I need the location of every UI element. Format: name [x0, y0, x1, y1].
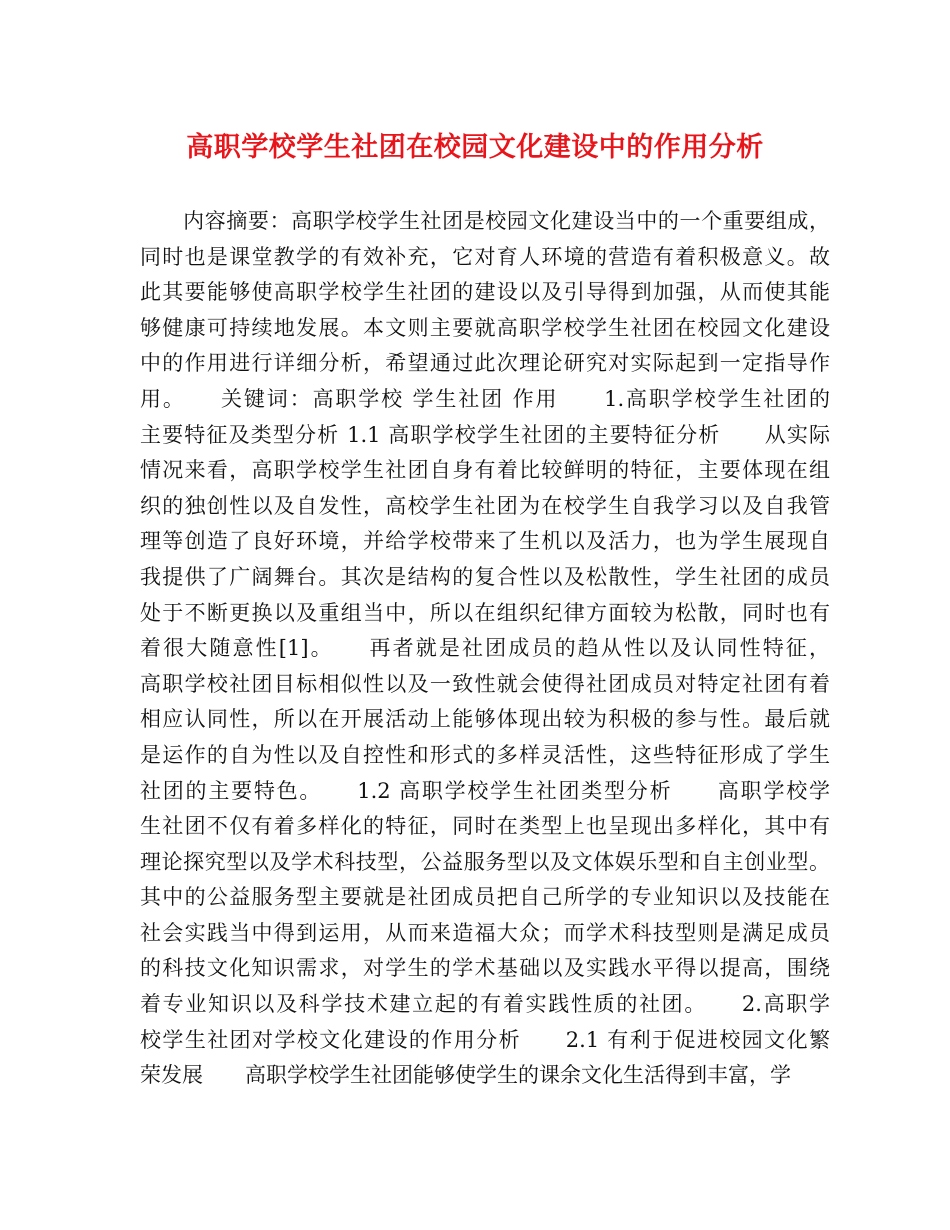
body-line: 情况来看，高职学校学生社团自身有着比较鲜明的特征，主要体现在组: [140, 458, 830, 483]
body-line: 社团的主要特色。 1.2 高职学校学生社团类型分析 高职学校学: [140, 778, 830, 803]
body-line: 荣发展 高职学校学生社团能够使学生的课余文化生活得到丰富，学: [140, 1063, 791, 1088]
body-line: 高职学校社团目标相似性以及一致性就会使得社团成员对特定社团有着: [140, 671, 830, 696]
body-line: 同时也是课堂教学的有效补充，它对育人环境的营造有着积极意义。故: [140, 244, 830, 269]
body-line: 用。 关键词：高职学校 学生社团 作用 1.高职学校学生社团的: [140, 386, 830, 411]
body-line: 够健康可持续地发展。本文则主要就高职学校学生社团在校园文化建设: [140, 315, 830, 340]
document-body: [140, 204, 830, 1094]
body-line: 处于不断更换以及重组当中，所以在组织纪律方面较为松散，同时也有: [140, 600, 830, 625]
body-line: 社会实践当中得到运用，从而来造福大众；而学术科技型则是满足成员: [140, 920, 830, 945]
document-title: 高职学校学生社团在校园文化建设中的作用分析: [186, 132, 764, 163]
body-line: 是运作的自为性以及自控性和形式的多样灵活性，这些特征形成了学生: [140, 742, 830, 767]
body-line: 理等创造了良好环境，并给学校带来了生机以及活力，也为学生展现自: [140, 529, 830, 554]
body-line: 生社团不仅有着多样化的特征，同时在类型上也呈现出多样化，其中有: [140, 814, 830, 839]
body-line: 着很大随意性[1]。 再者就是社团成员的趋从性以及认同性特征，: [140, 636, 830, 661]
body-line: 中的作用进行详细分析，希望通过此次理论研究对实际起到一定指导作: [140, 351, 830, 376]
body-line: 此其要能够使高职学校学生社团的建设以及引导得到加强，从而使其能: [140, 280, 830, 305]
body-line: 理论探究型以及学术科技型，公益服务型以及文体娱乐型和自主创业型。: [140, 849, 830, 874]
body-line: 校学生社团对学校文化建设的作用分析 2.1 有利于促进校园文化繁: [140, 1027, 830, 1052]
body-line: 着专业知识以及科学技术建立起的有着实践性质的社团。 2.高职学: [140, 992, 830, 1017]
body-line: 织的独创性以及自发性，高校学生社团为在校学生自我学习以及自我管: [140, 493, 830, 518]
body-line: 相应认同性，所以在开展活动上能够体现出较为积极的参与性。最后就: [140, 707, 830, 732]
body-line: 内容摘要：高职学校学生社团是校园文化建设当中的一个重要组成，: [140, 209, 830, 233]
body-line: 的科技文化知识需求，对学生的学术基础以及实践水平得以提高，围绕: [140, 956, 830, 981]
body-line: 其中的公益服务型主要就是社团成员把自己所学的专业知识以及技能在: [140, 885, 830, 910]
body-line: 我提供了广阔舞台。其次是结构的复合性以及松散性，学生社团的成员: [140, 564, 830, 589]
body-line: 主要特征及类型分析 1.1 高职学校学生社团的主要特征分析 从实际: [140, 422, 830, 447]
